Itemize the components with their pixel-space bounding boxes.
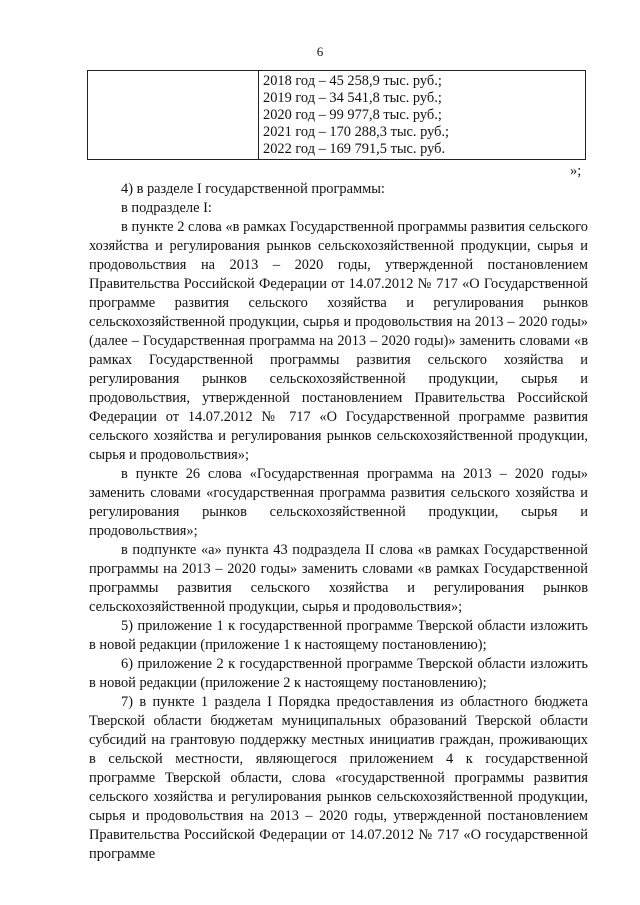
budget-row-2021: 2021 год – 170 288,3 тыс. руб.; bbox=[263, 124, 450, 140]
paragraph-point-2: в пункте 2 слова «в рамках Государственной программы развития сельского хозяйства и регулирования рынков сельскохозяйственной продукции, сырья и продовольствия на 2013 – 2020 годы, утвержденной постановлением Правительства Российской Федерации от 14.07.2012 № 717 «О Государственной программе развития сельского хозяйства и регулирования рынков сельскохозяйственной продукции, сырья и продовольствия на 2013 – 2020 годы» (далее – Государственная программа на 2013 – 2020 годы)» заменить словами «в рамках Государственной программы развития сельского хозяйства и регулирования рынков сельскохозяйственной продукции, сырья и продовольствия, утвержденной постановлением Правительства Российской Федерации от 14.07.2012 № 717 «О Государственной программе развития сельского хозяйства и регулирования рынков сельскохозяйственной продукции, сырья и продовольствия»; bbox=[89, 219, 588, 463]
paragraph-point-26: в пункте 26 слова «Государственная программа на 2013 – 2020 годы» заменить словами «государственная программа развития сельского хозяйства и регулирования рынков сельскохозяйственной продукции, сырья и продовольствия»; bbox=[89, 466, 588, 539]
paragraph-section-4: 4) в разделе I государственной программы: bbox=[121, 181, 385, 197]
budget-cell bbox=[263, 73, 581, 158]
budget-row-2020: 2020 год – 99 977,8 тыс. руб.; bbox=[263, 107, 442, 123]
budget-row-2019: 2019 год – 34 541,8 тыс. руб.; bbox=[263, 90, 442, 106]
paragraph-subpoint-a-43: в подпункте «а» пункта 43 подраздела II слова «в рамках Государственной программы на 2013 – 2020 годы» заменить словами «в рамках Государственной программы развития сельского хозяйства и регулирования рынков сельскохозяйственной продукции, сырья и продовольствия»; bbox=[89, 542, 588, 615]
closing-quote: »; bbox=[570, 163, 582, 179]
budget-row-2022: 2022 год – 169 791,5 тыс. руб. bbox=[263, 141, 446, 157]
document-body bbox=[89, 180, 588, 864]
paragraph-item-7: 7) в пункте 1 раздела I Порядка предоставления из областного бюджета Тверской области бюджетам муниципальных образований Тверской области субсидий на грантовую поддержку местных инициатив граждан, проживающих в сельской местности, являющегося приложением 4 к государственной программе Тверской области, слова «государственной программы развития сельского хозяйства и регулирования рынков сельскохозяйственной продукции, сырья и продовольствия на 2013 – 2020 годы, утвержденной постановлением Правительства Российской Федерации от 14.07.2012 № 717 «О государственной программе bbox=[89, 694, 588, 862]
paragraph-item-5: 5) приложение 1 к государственной программе Тверской области изложить в новой редакции (приложение 1 к настоящему постановлению); bbox=[89, 618, 588, 653]
budget-table bbox=[87, 70, 586, 160]
table-column-divider bbox=[258, 71, 259, 159]
page-number: 6 bbox=[316, 44, 324, 59]
budget-row-2018: 2018 год – 45 258,9 тыс. руб.; bbox=[263, 73, 442, 89]
paragraph-subsection-1: в подразделе I: bbox=[121, 200, 212, 216]
paragraph-item-6: 6) приложение 2 к государственной программе Тверской области изложить в новой редакции (приложение 2 к настоящему постановлению); bbox=[89, 656, 588, 691]
